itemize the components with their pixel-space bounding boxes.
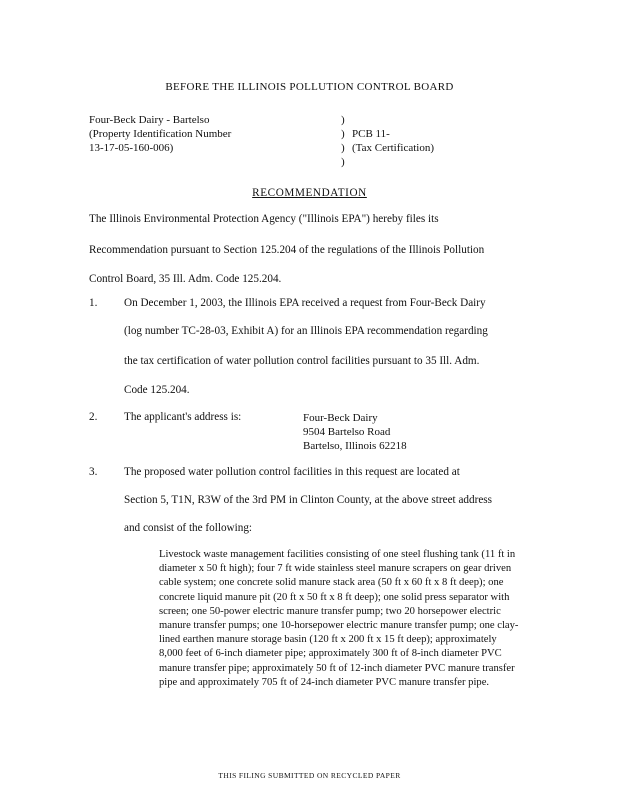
caption-party-line: 13-17-05-160-006) xyxy=(89,142,174,154)
intro-line: Recommendation pursuant to Section 125.204 of the regulations of the Illinois Pollution xyxy=(89,244,485,256)
item1-line: On December 1, 2003, the Illinois EPA received a request from Four-Beck Dairy xyxy=(124,297,486,309)
caption-bracket: ) xyxy=(341,128,345,140)
address-line: Bartelso, Illinois 62218 xyxy=(303,440,407,452)
case-number-label: PCB 11- xyxy=(352,128,390,140)
address-line: Four-Beck Dairy xyxy=(303,412,378,424)
caption-party-line: (Property Identification Number xyxy=(89,128,232,140)
applicant-address-label: The applicant's address is: xyxy=(124,411,242,423)
item-number: 2. xyxy=(89,411,98,423)
document-title: BEFORE THE ILLINOIS POLLUTION CONTROL BOARD xyxy=(165,81,454,93)
item-number: 1. xyxy=(89,297,98,309)
item1-line: (log number TC-28-03, Exhibit A) for an Illinois EPA recommendation regarding xyxy=(124,325,488,337)
page-footer: THIS FILING SUBMITTED ON RECYCLED PAPER xyxy=(218,771,401,780)
caption-party-line: Four-Beck Dairy - Bartelso xyxy=(89,114,210,126)
item3-line: The proposed water pollution control facilities in this request are located at xyxy=(124,466,460,478)
intro-line: The Illinois Environmental Protection Agency ("Illinois EPA") hereby files its xyxy=(89,213,439,225)
address-line: 9504 Bartelso Road xyxy=(303,426,391,438)
applicant-address xyxy=(303,411,407,453)
caption-brackets xyxy=(341,113,345,169)
item3-line: Section 5, T1N, R3W of the 3rd PM in Clinton County, at the above street address xyxy=(124,494,493,506)
item1-line: the tax certification of water pollution control facilities pursuant to 35 Ill. Adm. xyxy=(124,355,480,367)
case-type: (Tax Certification) xyxy=(352,142,435,154)
caption-bracket: ) xyxy=(341,114,345,126)
facility-description: Livestock waste management facilities consisting of one steel flushing tank (11 ft in diameter x 50 ft high); four 7 ft wide stainless steel manure scrapers on gear driven cable system; one concrete solid manure stack area (50 ft x 60 ft x 8 ft deep); one concrete liquid manure pit (20 ft x 50 ft x 8 ft deep); one solid press separator with screen; one 50-power electric manure transfer pump; two 20 horsepower electric manure transfer pumps; one 10-horsepower electric manure transfer pump; one clay-lined earthen manure storage basin (120 ft x 200 ft x 15 ft deep); approximately 8,000 feet of 6-inch diameter pipe; approximately 300 ft of 8-inch diameter PVC manure transfer pipe; approximately 50 ft of 12-inch diameter PVC manure transfer pipe and approximately 705 ft of 24-inch diameter PVC manure transfer pipe. xyxy=(159,549,519,688)
caption-party xyxy=(89,113,231,155)
caption-bracket: ) xyxy=(341,156,345,168)
item-number: 3. xyxy=(89,466,98,478)
item3-line: and consist of the following: xyxy=(124,522,253,534)
item1-line: Code 125.204. xyxy=(124,384,190,396)
caption-bracket: ) xyxy=(341,142,345,154)
section-heading: RECOMMENDATION xyxy=(252,187,367,199)
intro-line: Control Board, 35 Ill. Adm. Code 125.204. xyxy=(89,273,282,285)
